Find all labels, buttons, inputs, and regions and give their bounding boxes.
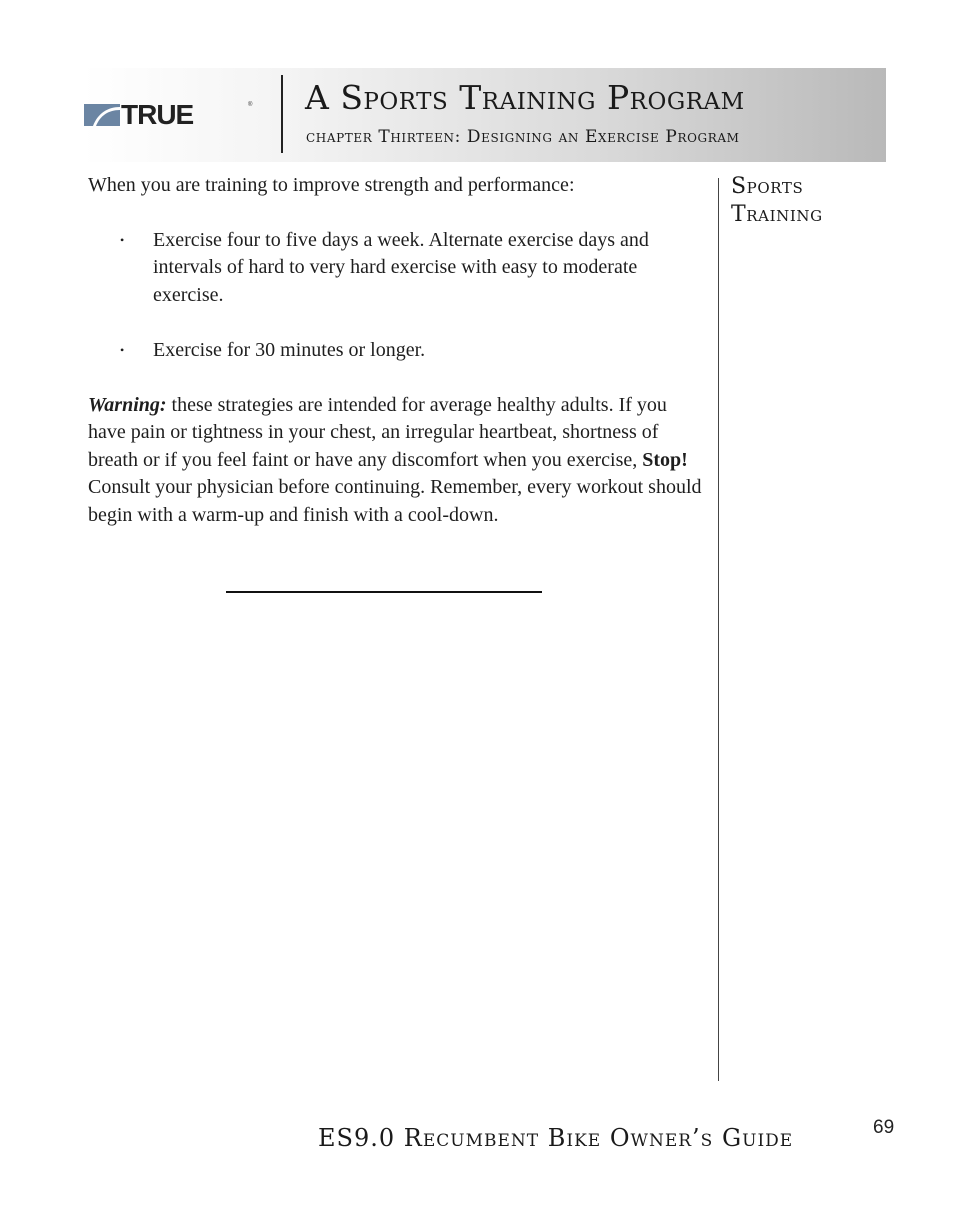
- header-divider: [281, 75, 283, 153]
- logo-wordmark: TRUE: [121, 99, 194, 130]
- bullet-icon: •: [120, 232, 125, 247]
- logo-swoosh-icon: [84, 102, 120, 126]
- sidebar-heading: [731, 173, 871, 229]
- sidebar-heading-line2: Training: [731, 202, 823, 227]
- chapter-subtitle: chapter Thirteen: Designing an Exercise Program: [306, 127, 740, 147]
- logo-trademark: ®: [248, 102, 253, 108]
- warning-text-continued: Consult your physician before continuing. Remember, every workout should begin with a warm-up and finish with a cool-down.: [88, 476, 702, 526]
- sidebar-heading-line1: Sports: [731, 174, 804, 199]
- footer-title: ES9.0 Recumbent Bike Owner’s Guide: [318, 1124, 794, 1152]
- true-logo: [84, 99, 254, 130]
- bullet-list: [88, 227, 704, 365]
- bullet-icon: •: [120, 342, 125, 357]
- page-number: 69: [873, 1117, 895, 1138]
- stop-label: Stop!: [642, 448, 688, 471]
- list-item-text: Exercise for 30 minutes or longer.: [153, 338, 426, 361]
- list-item-text: Exercise four to five days a week. Alternate exercise days and intervals of hard to very hard exercise with easy to moderate exercise.: [153, 228, 649, 306]
- warning-paragraph: [88, 392, 704, 530]
- intro-paragraph: When you are training to improve strength and performance:: [88, 174, 575, 196]
- warning-text: these strategies are intended for average healthy adults. If you have pain or tightness in your chest, an irregular heartbeat, shortness of breath or if you feel faint or have any discomfort when you exercise,: [88, 393, 667, 471]
- list-item: [88, 227, 704, 310]
- sidebar-divider: [718, 178, 719, 1081]
- warning-label: Warning:: [88, 393, 167, 416]
- list-item: [88, 337, 704, 365]
- section-separator: [226, 591, 542, 593]
- page-title: A Sports Training Program: [305, 78, 745, 117]
- main-content: [88, 172, 704, 529]
